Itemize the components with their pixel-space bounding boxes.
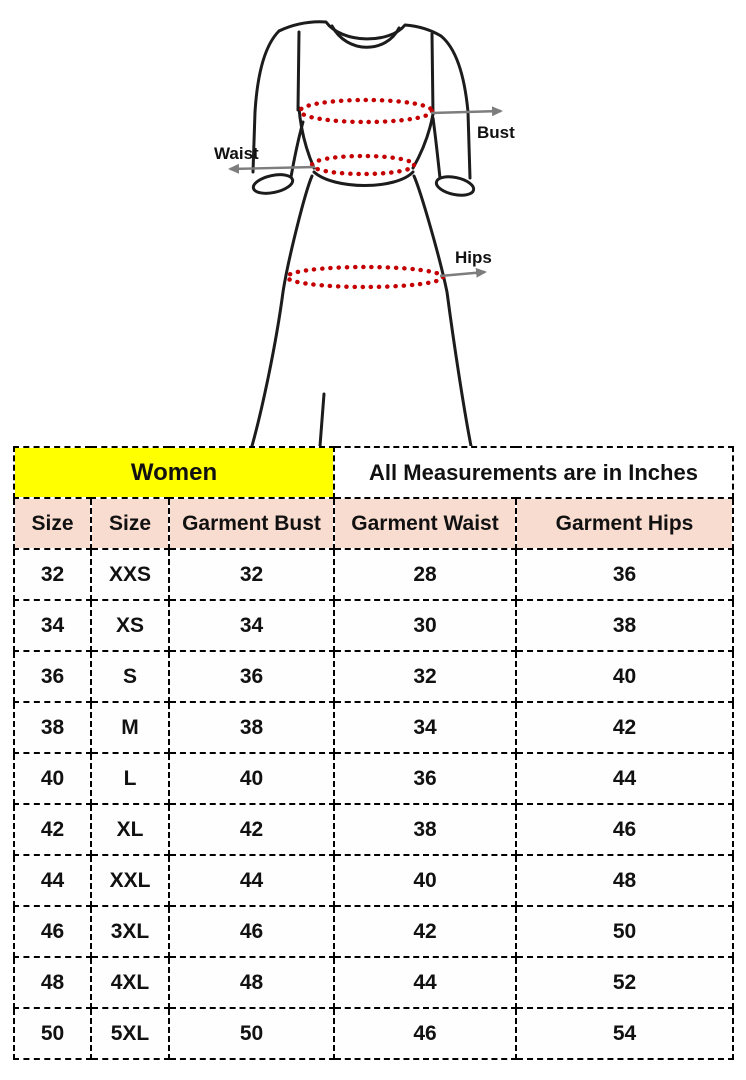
- column-header-garment-hips: Garment Hips: [516, 498, 733, 549]
- size-chart-table: [13, 446, 734, 1060]
- table-cell: 36: [334, 753, 516, 804]
- table-cell: 36: [14, 651, 91, 702]
- table-cell: 42: [516, 702, 733, 753]
- table-cell: 34: [169, 600, 334, 651]
- table-cell: 38: [516, 600, 733, 651]
- bust-arrow: [431, 111, 501, 113]
- waist-measurement-dots: [312, 156, 414, 174]
- table-cell: 50: [516, 906, 733, 957]
- table-cell: 46: [334, 1008, 516, 1059]
- table-cell: L: [91, 753, 169, 804]
- waist-arrow: [230, 167, 315, 169]
- table-cell: 44: [334, 957, 516, 1008]
- table-row: [14, 600, 733, 651]
- table-cell: 44: [516, 753, 733, 804]
- table-cell: 40: [169, 753, 334, 804]
- table-cell: 44: [14, 855, 91, 906]
- table-cell: XS: [91, 600, 169, 651]
- table-cell: 38: [169, 702, 334, 753]
- dress-outline: [252, 22, 476, 446]
- table-row: [14, 855, 733, 906]
- dress-measurement-diagram: [0, 0, 746, 446]
- size-table-body: [14, 549, 733, 1059]
- table-cell: 54: [516, 1008, 733, 1059]
- table-row: [14, 957, 733, 1008]
- table-cell: 50: [169, 1008, 334, 1059]
- hips-label: Hips: [455, 248, 492, 267]
- table-cell: S: [91, 651, 169, 702]
- table-cell: XXL: [91, 855, 169, 906]
- hips-arrow: [440, 272, 485, 276]
- table-cell: 36: [516, 549, 733, 600]
- table-cell: 4XL: [91, 957, 169, 1008]
- table-cell: 3XL: [91, 906, 169, 957]
- table-cell: 52: [516, 957, 733, 1008]
- table-row: [14, 753, 733, 804]
- table-cell: XL: [91, 804, 169, 855]
- table-row: [14, 1008, 733, 1059]
- table-cell: M: [91, 702, 169, 753]
- table-cell: 46: [169, 906, 334, 957]
- column-header-row: [14, 498, 733, 549]
- table-cell: 36: [169, 651, 334, 702]
- hips-measurement-dots: [287, 267, 443, 287]
- table-row: [14, 549, 733, 600]
- column-header-size-number: Size: [14, 498, 91, 549]
- bust-measurement-dots: [300, 100, 432, 122]
- table-cell: 5XL: [91, 1008, 169, 1059]
- table-cell: 40: [516, 651, 733, 702]
- column-header-size-letter: Size: [91, 498, 169, 549]
- table-cell: 32: [169, 549, 334, 600]
- women-group-header: Women: [14, 447, 334, 498]
- table-cell: 28: [334, 549, 516, 600]
- measurements-group-header: All Measurements are in Inches: [334, 447, 733, 498]
- bust-label: Bust: [477, 123, 515, 142]
- waist-label: Waist: [214, 144, 259, 163]
- table-row: [14, 651, 733, 702]
- table-cell: 40: [334, 855, 516, 906]
- table-cell: 48: [169, 957, 334, 1008]
- column-header-garment-bust: Garment Bust: [169, 498, 334, 549]
- table-cell: 42: [169, 804, 334, 855]
- table-cell: 34: [14, 600, 91, 651]
- table-cell: 48: [14, 957, 91, 1008]
- table-cell: 46: [516, 804, 733, 855]
- table-row: [14, 804, 733, 855]
- table-row: [14, 906, 733, 957]
- table-cell: 42: [14, 804, 91, 855]
- table-cell: 32: [14, 549, 91, 600]
- table-cell: 50: [14, 1008, 91, 1059]
- table-cell: 48: [516, 855, 733, 906]
- table-row: [14, 702, 733, 753]
- table-cell: 44: [169, 855, 334, 906]
- table-cell: 38: [334, 804, 516, 855]
- table-cell: 46: [14, 906, 91, 957]
- table-cell: 30: [334, 600, 516, 651]
- table-cell: XXS: [91, 549, 169, 600]
- table-cell: 38: [14, 702, 91, 753]
- size-table-container: [13, 446, 734, 1060]
- table-cell: 40: [14, 753, 91, 804]
- table-cell: 32: [334, 651, 516, 702]
- group-header-row: [14, 447, 733, 498]
- column-header-garment-waist: Garment Waist: [334, 498, 516, 549]
- table-cell: 34: [334, 702, 516, 753]
- table-cell: 42: [334, 906, 516, 957]
